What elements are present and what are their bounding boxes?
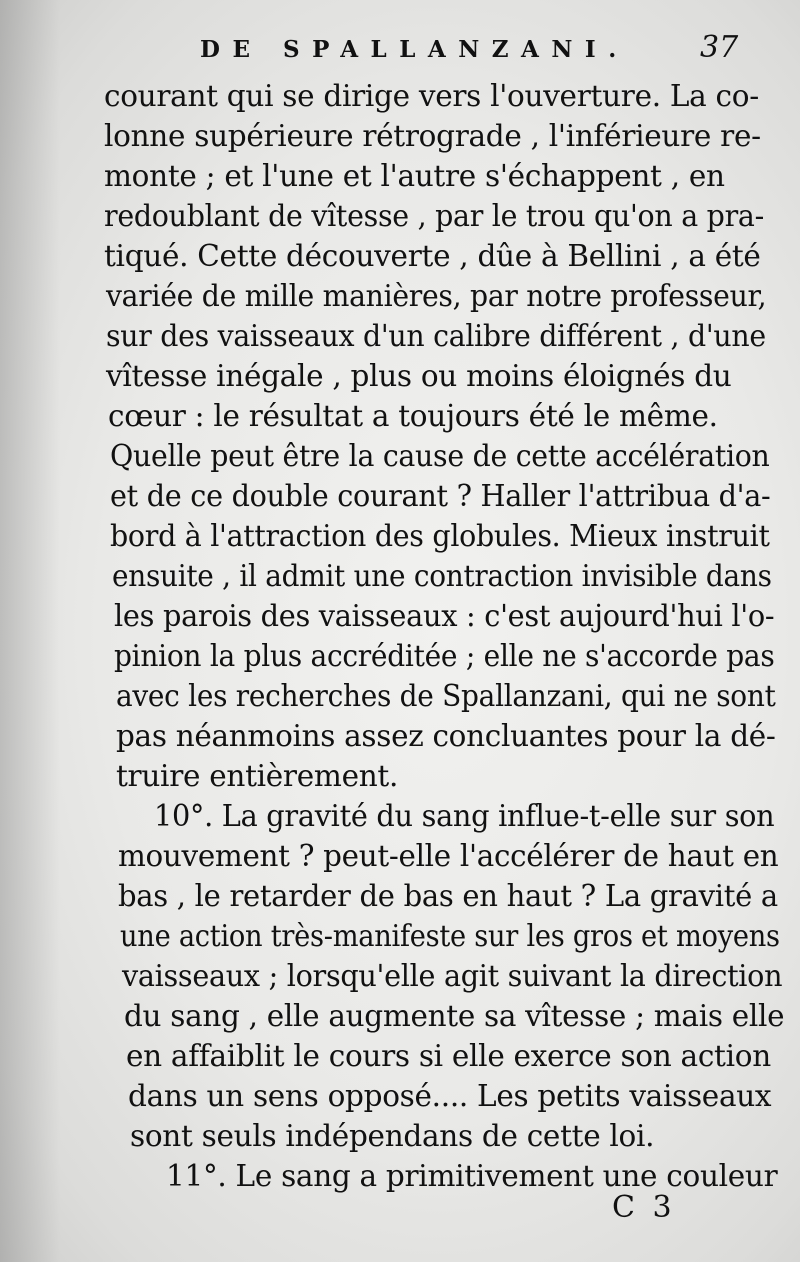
text-line: dans un sens opposé.... Les petits vaisseaux bbox=[128, 1079, 772, 1113]
text-line: sur des vaisseaux d'un calibre différent , d'une bbox=[106, 319, 766, 353]
text-line: ensuite , il admit une contraction invisible dans bbox=[112, 559, 772, 593]
text-line: 11°. Le sang a primitivement une couleur bbox=[166, 1159, 778, 1193]
text-line: lonne supérieure rétrograde , l'inférieure re- bbox=[104, 119, 761, 153]
text-line: du sang , elle augmente sa vîtesse ; mais elle bbox=[124, 999, 785, 1033]
text-line: avec les recherches de Spallanzani, qui ne sont bbox=[116, 679, 776, 713]
text-line: sont seuls indépendans de cette loi. bbox=[130, 1119, 655, 1153]
text-line: 10°. La gravité du sang influe-t-elle sur son bbox=[154, 799, 775, 833]
text-line: monte ; et l'une et l'autre s'échappent , en bbox=[104, 159, 725, 193]
text-line: bas , le retarder de bas en haut ? La gravité a bbox=[118, 879, 778, 913]
text-line: courant qui se dirige vers l'ouverture. La co- bbox=[104, 79, 759, 113]
text-line: une action très-manifeste sur les gros et moyens bbox=[120, 919, 780, 953]
text-line: en affaiblit le cours si elle exerce son action bbox=[126, 1039, 771, 1073]
text-line: pas néanmoins assez concluantes pour la dé- bbox=[116, 719, 776, 753]
text-line: truire entièrement. bbox=[116, 759, 399, 793]
text-line: vaisseaux ; lorsqu'elle agit suivant la direction bbox=[122, 959, 783, 993]
text-line: les parois des vaisseaux : c'est aujourd'hui l'o- bbox=[114, 599, 775, 633]
text-line: cœur : le résultat a toujours été le même. bbox=[108, 399, 718, 433]
text-line: bord à l'attraction des globules. Mieux instruit bbox=[110, 519, 770, 553]
text-line: mouvement ? peut-elle l'accélérer de haut en bbox=[118, 839, 779, 873]
text-line: et de ce double courant ? Haller l'attribua d'a- bbox=[110, 479, 771, 513]
text-line: redoublant de vîtesse , par le trou qu'on a pra- bbox=[104, 199, 764, 233]
text-line: pinion la plus accréditée ; elle ne s'accorde pas bbox=[114, 639, 775, 673]
text-line: tiqué. Cette découverte , dûe à Bellini , a été bbox=[104, 239, 761, 273]
page-number: 37 bbox=[700, 30, 739, 65]
page-header bbox=[200, 30, 760, 70]
signature-mark: C 3 bbox=[612, 1190, 676, 1225]
text-line: variée de mille manières, par notre professeur, bbox=[106, 279, 767, 313]
text-line: Quelle peut être la cause de cette accélération bbox=[110, 439, 770, 473]
text-line: vîtesse inégale , plus ou moins éloignés du bbox=[106, 359, 732, 393]
running-title: DE SPALLANZANI. bbox=[200, 36, 629, 63]
